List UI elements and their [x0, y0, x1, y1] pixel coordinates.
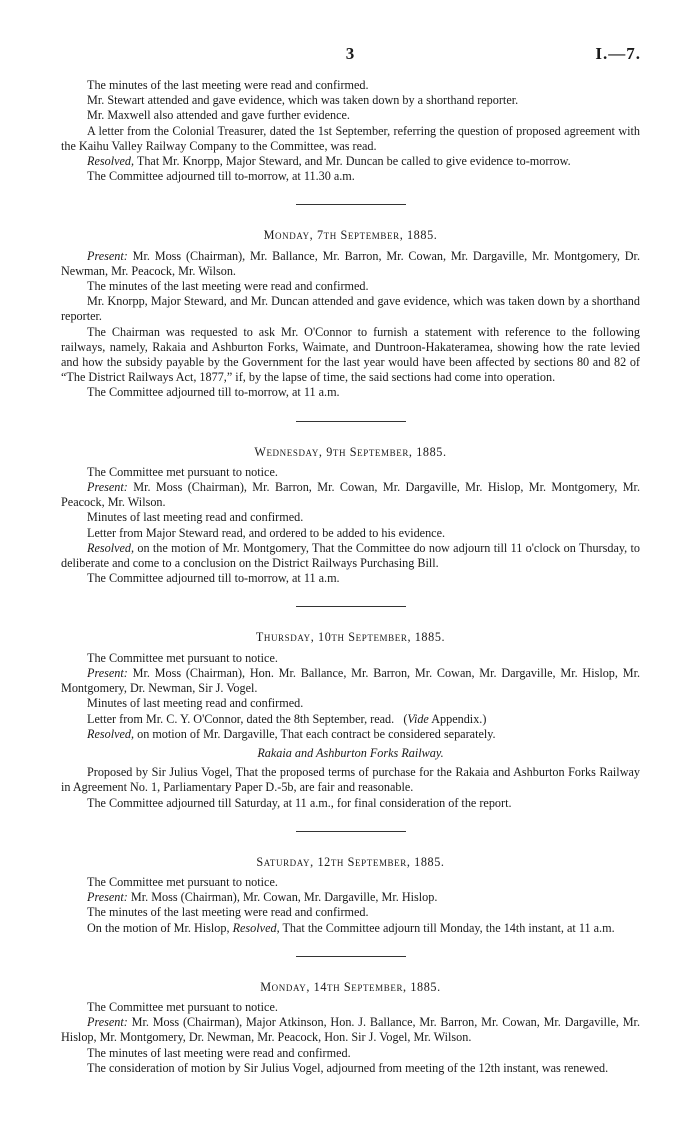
section-divider: [296, 421, 406, 422]
paragraph: The Committee adjourned till to-morrow, at 11 a.m.: [87, 571, 340, 586]
paragraph: The Committee met pursuant to notice.: [87, 874, 278, 889]
railway-subheading: Rakaia and Ashburton Forks Railway.: [257, 745, 444, 760]
paragraph: Present: Mr. Moss (Chairman), Major Atkinson, Hon. J. Ballance, Mr. Barron, Mr. Cowan, Mr. Dargaville, Mr. Hislop, Mr. Montgomery, Dr. Newman, Mr. Peacock, Hon. Sir J. Vogel, Mr. Wilson.: [61, 1015, 640, 1045]
section-divider: [296, 831, 406, 832]
paragraph: Mr. Knorpp, Major Steward, and Mr. Duncan attended and gave evidence, which was taken down by a shorthand reporter.: [61, 294, 640, 324]
section-wednesday-9th: [61, 445, 640, 587]
present-label: Present:: [87, 1015, 128, 1030]
section-divider: [296, 204, 406, 205]
paragraph: The consideration of motion by Sir Julius Vogel, adjourned from meeting of the 12th instant, was renewed.: [87, 1060, 609, 1075]
paragraph: Present: Mr. Moss (Chairman), Mr. Cowan, Mr. Dargaville, Mr. Hislop.: [87, 890, 438, 905]
paragraph: Resolved, on the motion of Mr. Montgomery, That the Committee do now adjourn till 11 o'clock on Thursday, to deliberate and come to a conclusion on the District Railways Purchasing Bill.: [61, 540, 640, 571]
paragraph: Letter from Major Steward read, and ordered to be added to his evidence.: [87, 525, 446, 540]
paragraph: The Committee met pursuant to notice.: [87, 650, 278, 665]
present-label: Present:: [87, 248, 128, 263]
paragraph: The minutes of the last meeting were read and confirmed.: [87, 78, 369, 92]
paper-reference: I.—7.: [595, 44, 641, 63]
paragraph: Mr. Stewart attended and gave evidence, which was taken down by a shorthand reporter.: [87, 93, 519, 108]
paragraph: Minutes of last meeting read and confirmed.: [87, 510, 304, 525]
paragraph: The Committee met pursuant to notice.: [87, 999, 278, 1014]
paragraph: The Chairman was requested to ask Mr. O'Connor to furnish a statement with reference to the following railways, namely, Rakaia and Ashburton Forks, Waimate, and Duntroon-Hakateramea, showing how the rate levied and how the subsidy payable by the Government for the last year would have been affected by sections 80 and 82 of “The District Railways Act, 1877,” if, by the lapse of time, the said sections had come into operation.: [61, 324, 640, 385]
meeting-date-heading: Wednesday, 9th September, 1885.: [254, 444, 447, 459]
paragraph: On the motion of Mr. Hislop, Resolved, That the Committee adjourn till Monday, the 14th instant, at 11 a.m.: [87, 920, 615, 935]
section-monday-7th: [61, 228, 640, 400]
paragraph: The Committee adjourned till to-morrow, at 11 a.m.: [87, 385, 340, 400]
paragraph: Resolved, That Mr. Knorpp, Major Steward, and Mr. Duncan be called to give evidence to-morrow.: [87, 154, 571, 169]
present-label: Present:: [87, 480, 128, 495]
paragraph: The minutes of the last meeting were read and confirmed.: [87, 905, 369, 920]
section-thursday-10th: [61, 630, 640, 810]
paragraph: Minutes of last meeting read and confirmed.: [87, 696, 304, 711]
resolved-label: Resolved,: [87, 726, 135, 741]
paragraph: Mr. Maxwell also attended and gave further evidence.: [87, 108, 350, 123]
present-label: Present:: [87, 665, 128, 680]
paragraph: Resolved, on motion of Mr. Dargaville, That each contract be considered separately.: [87, 726, 496, 741]
section-monday-14th: [61, 980, 640, 1076]
meeting-date-heading: Thursday, 10th September, 1885.: [255, 630, 446, 645]
present-label: Present:: [87, 890, 128, 905]
paragraph: Present: Mr. Moss (Chairman), Mr. Barron, Mr. Cowan, Mr. Dargaville, Mr. Hislop, Mr. Montgomery, Mr. Peacock, Mr. Wilson.: [61, 480, 640, 510]
vide-label: Vide: [407, 711, 429, 726]
paragraph: The Committee met pursuant to notice.: [87, 464, 278, 479]
paragraph: The Committee adjourned till to-morrow, at 11.30 a.m.: [87, 169, 355, 184]
resolved-label: Resolved,: [232, 920, 280, 935]
minutes-body: [61, 78, 640, 1076]
paragraph: Present: Mr. Moss (Chairman), Hon. Mr. Ballance, Mr. Barron, Mr. Cowan, Mr. Dargaville, Mr. Hislop, Mr. Montgomery, Dr. Newman, Sir J. Vogel.: [61, 665, 640, 696]
resolved-label: Resolved,: [87, 540, 135, 555]
paragraph: The minutes of the last meeting were read and confirmed.: [87, 279, 369, 294]
paragraph: A letter from the Colonial Treasurer, dated the 1st September, referring the question of proposed agreement with the Kaihu Valley Railway Company to the Committee, was read.: [61, 123, 640, 153]
section-saturday-12th: [61, 855, 640, 936]
paragraph: Present: Mr. Moss (Chairman), Mr. Ballance, Mr. Barron, Mr. Cowan, Mr. Dargaville, Mr. Montgomery, Dr. Newman, Mr. Peacock, Mr. Wilson.: [61, 248, 640, 278]
section-divider: [296, 956, 406, 957]
meeting-date-heading: Monday, 14th September, 1885.: [260, 979, 441, 994]
paragraph: The minutes of last meeting were read and confirmed.: [87, 1045, 351, 1060]
section-divider: [296, 606, 406, 607]
meeting-date-heading: Saturday, 12th September, 1885.: [256, 854, 445, 869]
paragraph: The Committee adjourned till Saturday, at 11 a.m., for final consideration of the report.: [87, 795, 512, 810]
page-number: 3: [345, 44, 355, 63]
paragraph: Letter from Mr. C. Y. O'Connor, dated the 8th September, read. (Vide Appendix.): [87, 711, 487, 726]
meeting-date-heading: Monday, 7th September, 1885.: [263, 228, 438, 243]
section-continuation: [61, 78, 640, 184]
paragraph: Proposed by Sir Julius Vogel, That the proposed terms of purchase for the Rakaia and Ashburton Forks Railway in Agreement No. 1, Parliamentary Paper D.-5b, are fair and reasonable.: [61, 765, 640, 795]
resolved-label: Resolved,: [87, 154, 135, 169]
